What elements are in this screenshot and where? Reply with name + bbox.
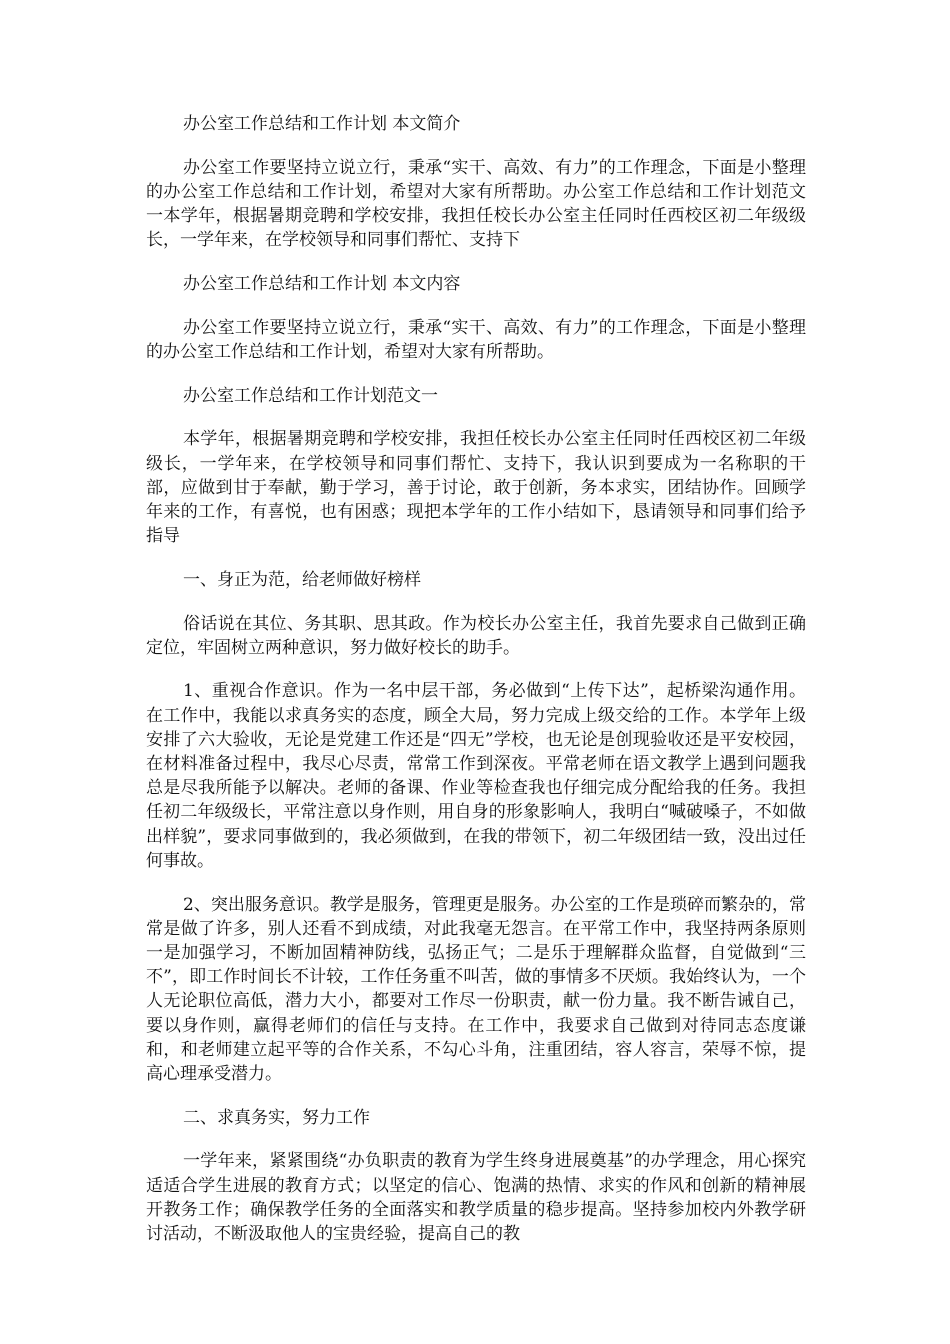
section-two-paragraph: 一学年来，紧紧围绕“办负职责的教育为学生终身进展奠基”的办学理念，用心探究适适合学生进展的教育方式；以坚定的信心、饱满的热情、求实的作风和创新的精神展开教务工作；确保教学任务的全面落实和教学质量的稳步提高。坚持参加校内外教学研讨活动，不断汲取他人的宝贵经验，提高自己的教: [146, 1151, 806, 1245]
intro-heading: 办公室工作总结和工作计划 本文简介: [183, 114, 461, 134]
section-one-paragraph: 俗话说在其位、务其职、思其政。作为校长办公室主任，我首先要求自己做到正确定位，牢固树立两种意识，努力做好校长的助手。: [146, 613, 806, 658]
content-paragraph: 办公室工作要坚持立说立行，秉承“实干、高效、有力”的工作理念，下面是小整理的办公室工作总结和工作计划，希望对大家有所帮助。: [146, 317, 806, 362]
service-paragraph: 2、突出服务意识。教学是服务，管理更是服务。办公室的工作是琐碎而繁杂的，常常是做了许多，别人还看不到成绩，对此我毫无怨言。在平常工作中，我坚持两条原则一是加强学习，不断加固精神防线，弘扬正气；二是乐于理解群众监督，自觉做到“三不”，即工作时间长不计较，工作任务重不叫苦，做的事情多不厌烦。我始终认为，一个人无论职位高低，潜力大小，都要对工作尽一份职责，献一份力量。我不断告诫自己，要以身作则，赢得老师们的信任与支持。在工作中，我要求自己做到对待同志态度谦和，和老师建立起平等的合作关系，不勾心斗角，注重团结，容人容言，荣辱不惊，提高心理承受潜力。: [146, 894, 806, 1084]
sample-intro-paragraph: 本学年，根据暑期竞聘和学校安排，我担任校长办公室主任同时任西校区初二年级级长，一学年来，在学校领导和同事们帮忙、支持下，我认识到要成为一名称职的干部，应做到甘于奉献，勤于学习，善于讨论，敢于创新，务本求实，团结协作。回顾学年来的工作，有喜悦，也有困惑；现把本学年的工作小结如下，恳请领导和同事们给予指导: [146, 429, 806, 547]
sample-heading: 办公室工作总结和工作计划范文一: [183, 385, 438, 406]
document-page: [146, 112, 806, 1266]
cooperation-paragraph: 1、重视合作意识。作为一名中层干部，务必做到“上传下达”，起桥梁沟通作用。在工作中，我能以求真务实的态度，顾全大局，努力完成上级交给的工作。本学年上级安排了六大验收，无论是党建工作还是“四无”学校，也无论是创现验收还是平安校园，在材料准备过程中，我尽心尽责，常常工作到深夜。平常老师在语文教学上遇到问题我总是尽我所能予以解决。老师的备课、作业等检查我也仔细完成分配给我的任务。我担任初二年级级长，平常注意以身作则，用自身的形象影响人，我明白“喊破嗓子，不如做出样貌”，要求同事做到的，我必须做到，在我的带领下，初二年级团结一致，没出过任何事故。: [146, 681, 806, 871]
section-two-heading: 二、求真务实，努力工作: [183, 1107, 370, 1128]
section-one-heading: 一、身正为范，给老师做好榜样: [183, 569, 421, 590]
intro-paragraph: 办公室工作要坚持立说立行，秉承“实干、高效、有力”的工作理念，下面是小整理的办公室工作总结和工作计划，希望对大家有所帮助。办公室工作总结和工作计划范文一本学年，根据暑期竞聘和学校安排，我担任校长办公室主任同时任西校区初二年级级长，一学年来，在学校领导和同事们帮忙、支持下: [146, 157, 806, 251]
content-heading: 办公室工作总结和工作计划 本文内容: [183, 274, 461, 295]
